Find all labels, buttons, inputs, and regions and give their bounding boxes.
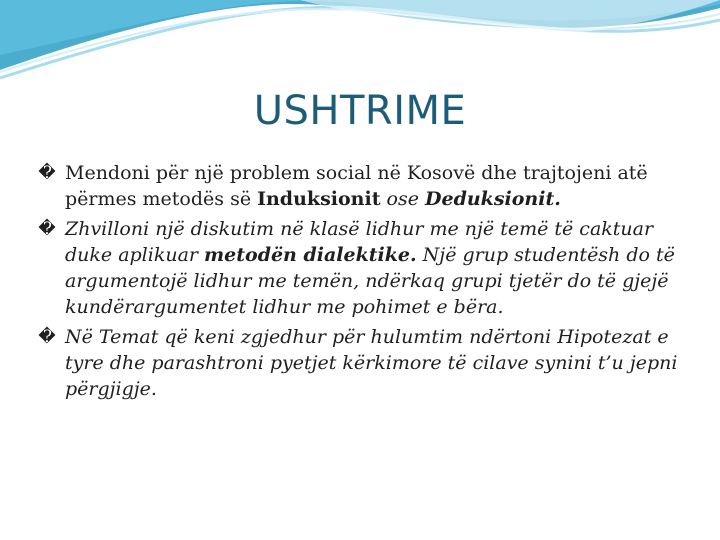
bullet-text-segment: Induksionit <box>257 188 381 210</box>
bullet-marker-icon: � <box>38 327 56 347</box>
slide-title: USHTRIME <box>253 88 467 134</box>
bullet-text-segment: Mendoni për një problem social në Kosovë dhe trajtojeni atë përmes metodës së <box>65 162 648 210</box>
bullet-text-segment: metodën dialektike. <box>204 244 417 266</box>
bullet-item <box>30 216 690 320</box>
bullet-list <box>30 160 690 406</box>
bullet-marker-icon: � <box>38 163 56 183</box>
bullet-item <box>30 324 690 402</box>
bullet-text-segment: Deduksionit. <box>425 188 561 210</box>
bullet-text-segment: Në Temat që keni zgjedhur për hulumtim ndërtoni Hipotezat e tyre dhe parashtroni pyetjet kërkimore të cilave synini t’u jepni përgjigje. <box>65 326 678 400</box>
bullet-marker-icon: � <box>38 219 56 239</box>
bullet-text-segment: Zhvilloni një diskutim në klasë lidhur me një temë të caktuar duke aplikuar <box>65 218 654 266</box>
bullet-text-segment: ose <box>380 188 425 210</box>
bullet-text-segment: Një grup studentësh do të argumentojë lidhur me temën, ndërkaq grupi tjetër do të gjejë kundërargumentet lidhur me pohimet e bëra. <box>65 244 675 318</box>
header-wave-decoration <box>0 0 720 100</box>
bullet-item <box>30 160 690 212</box>
